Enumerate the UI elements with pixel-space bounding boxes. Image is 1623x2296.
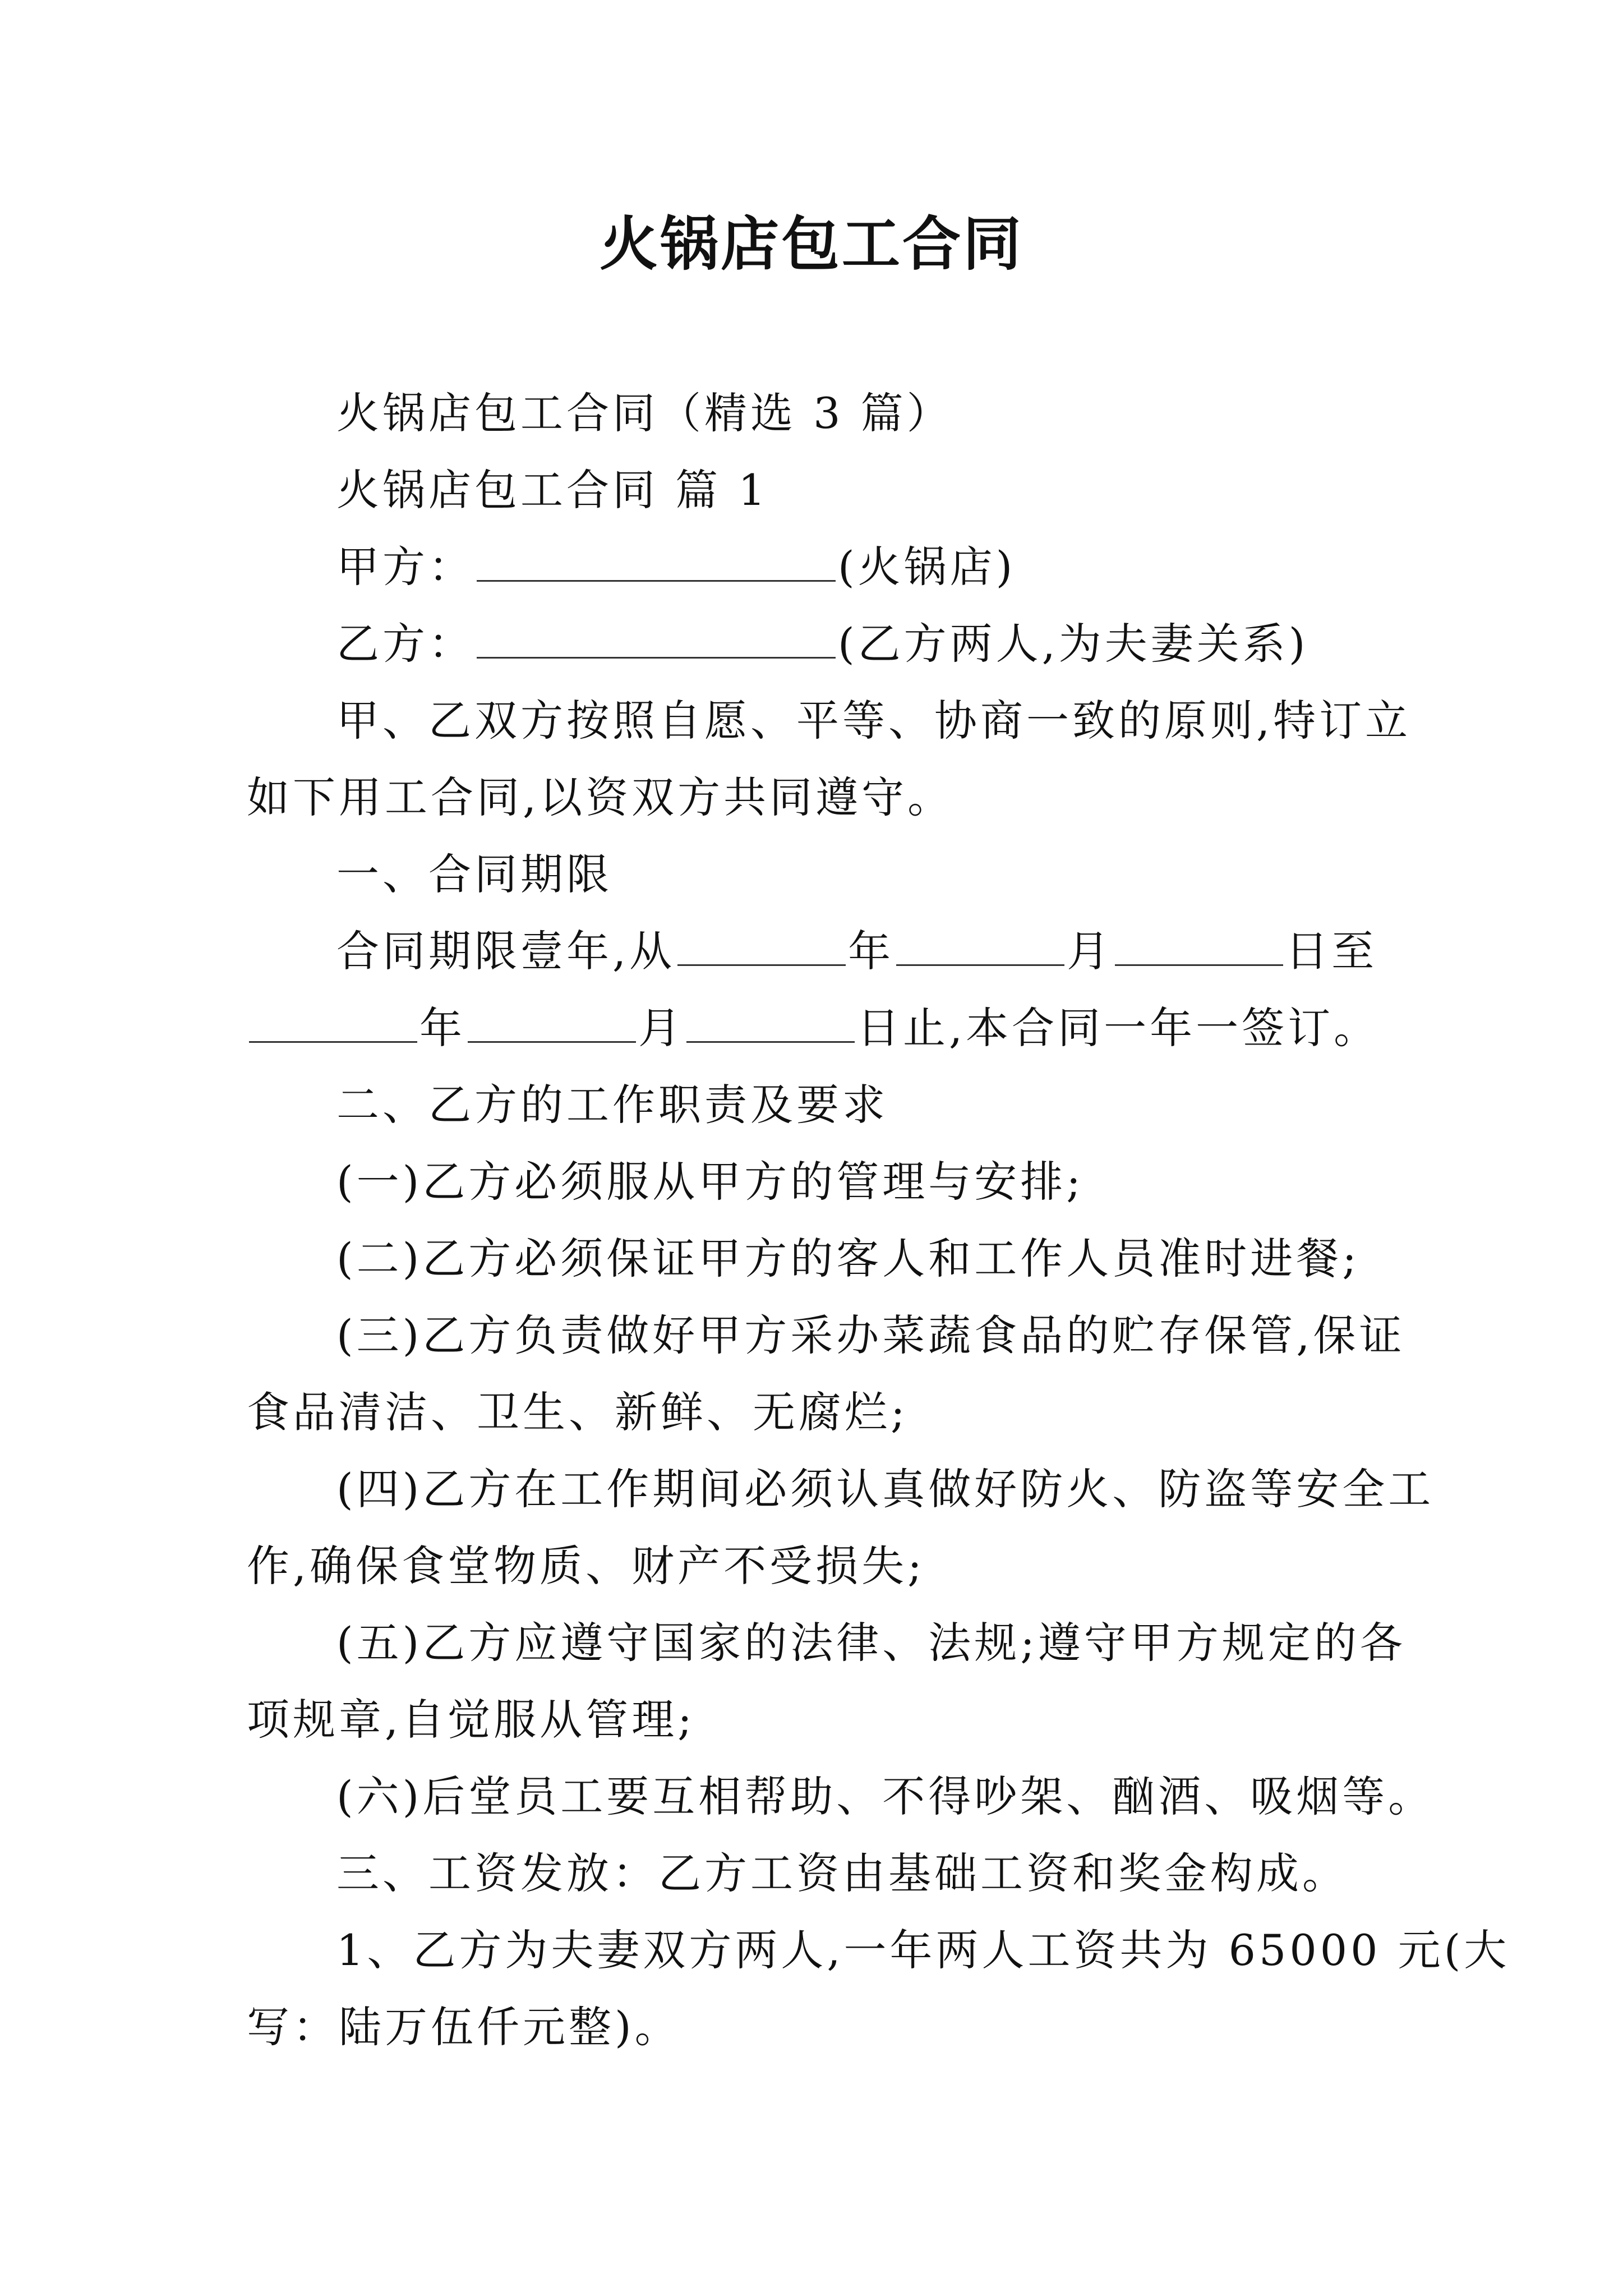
duty-item-continued: 作,确保食堂物质、财产不受损失; [247,1541,925,1591]
party-b-label: 乙方： [336,619,474,669]
document-body [247,375,1510,2065]
duty-item: (五)乙方应遵守国家的法律、法规;遵守甲方规定的各 [336,1618,1406,1668]
end-year-blank [249,1007,417,1043]
party-a-label: 甲方： [336,542,474,592]
document-title: 火锅店包工合同 [599,209,1023,278]
duty-item-continued: 食品清洁、卫生、新鲜、无腐烂; [247,1387,909,1437]
start-day-blank [1115,931,1283,966]
section2-heading: 二、乙方的工作职责及要求 [336,1080,888,1130]
part-heading: 火锅店包工合同 篇 1 [336,465,769,515]
subtitle: 火锅店包工合同（精选 3 篇） [336,388,953,438]
party-b-line [247,605,1391,682]
duty-item: (一)乙方必须服从甲方的管理与安排; [336,1157,1084,1207]
day-end-label: 日止,本合同一年一签订。 [857,1003,1380,1053]
month-label: 月 [638,1003,684,1053]
start-year-blank [677,931,846,966]
party-a-blank [477,546,836,582]
year-label: 年 [848,926,895,976]
intro-line-2: 如下用工合同,以资双方共同遵守。 [247,772,954,822]
party-a-line [247,528,1391,605]
term-line-2 [247,990,1391,1066]
duty-item-continued: 项规章,自觉服从管理; [247,1695,695,1745]
wage-item-1-continued: 写：陆万伍仟元整)。 [247,2002,681,2052]
duty-item: (六)后堂员工要互相帮助、不得吵架、酗酒、吸烟等。 [336,1772,1435,1821]
wage-item-1: 1、乙方为夫妻双方两人,一年两人工资共为 65000 元(大 [336,1925,1510,1975]
duty-item: (三)乙方负责做好甲方采办菜蔬食品的贮存保管,保证 [336,1310,1405,1360]
year-label: 年 [419,1003,465,1053]
end-day-blank [686,1007,855,1043]
party-b-blank [477,623,836,659]
end-month-blank [468,1007,636,1043]
term-line-1 [247,913,1391,990]
month-label: 月 [1067,926,1113,976]
party-a-note: (火锅店) [838,542,1016,592]
intro-line-1: 甲、乙双方按照自愿、平等、协商一致的原则,特订立 [336,696,1412,746]
day-to-label: 日至 [1285,926,1378,976]
duty-item: (四)乙方在工作期间必须认真做好防火、防盗等安全工 [336,1464,1435,1514]
term-text-start: 合同期限壹年,从 [336,926,676,976]
section1-heading: 一、合同期限 [336,849,612,899]
party-b-note: (乙方两人,为夫妻关系) [838,619,1309,669]
start-month-blank [896,931,1064,966]
duty-item: (二)乙方必须保证甲方的客人和工作人员准时进餐; [336,1234,1360,1283]
section3-heading: 三、工资发放：乙方工资由基础工资和奖金构成。 [336,1848,1348,1898]
